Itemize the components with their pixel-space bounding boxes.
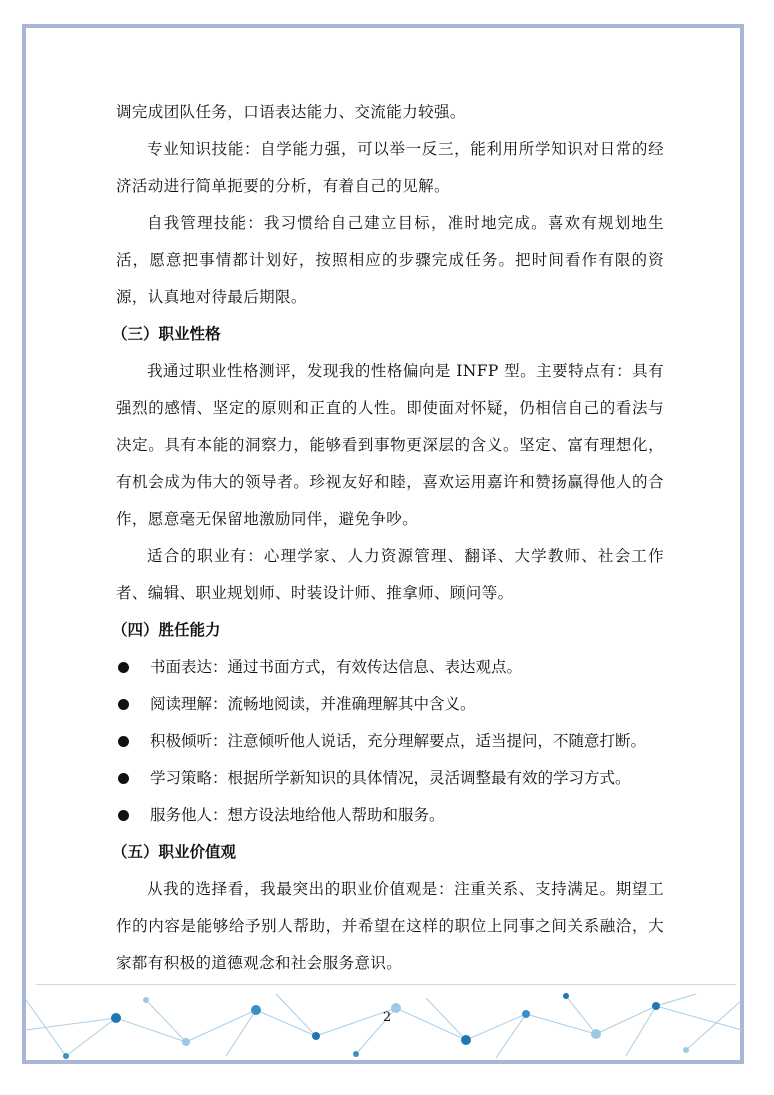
list-item <box>116 797 664 834</box>
paragraph: 专业知识技能：自学能力强，可以举一反三，能利用所学知识对日常的经济活动进行简单扼要的分析，有着自己的见解。 <box>116 140 664 195</box>
bullet-list <box>116 649 664 834</box>
section-heading: （五）职业价值观 <box>112 843 237 861</box>
list-item <box>116 649 664 686</box>
paragraph: 从我的选择看，我最突出的职业价值观是：注重关系、支持满足。期望工作的内容是能够给予别人帮助，并希望在这样的职位上同事之间关系融洽，大家都有积极的道德观念和社会服务意识。 <box>116 880 664 972</box>
bullet-icon <box>118 736 129 747</box>
paragraph: 自我管理技能：我习惯给自己建立目标，准时地完成。喜欢有规划地生活，愿意把事情都计划好，按照相应的步骤完成任务。把时间看作有限的资源，认真地对待最后期限。 <box>116 214 664 306</box>
paragraph: 调完成团队任务，口语表达能力、交流能力较强。 <box>116 103 466 121</box>
list-item-text: 服务他人：想方设法地给他人帮助和服务。 <box>150 806 445 824</box>
bullet-icon <box>118 773 129 784</box>
list-item-text: 书面表达：通过书面方式，有效传达信息、表达观点。 <box>150 658 523 676</box>
paragraph: 适合的职业有：心理学家、人力资源管理、翻译、大学教师、社会工作者、编辑、职业规划师、时装设计师、推拿师、顾问等。 <box>116 547 664 602</box>
list-item-text: 积极倾听：注意倾听他人说话，充分理解要点，适当提问，不随意打断。 <box>150 732 647 750</box>
bullet-icon <box>118 810 129 821</box>
page-number: 2 <box>382 1010 392 1025</box>
list-item <box>116 760 664 797</box>
paragraph: 我通过职业性格测评，发现我的性格偏向是 INFP 型。主要特点有：具有强烈的感情、坚定的原则和正直的人性。即使面对怀疑，仍相信自己的看法与决定。具有本能的洞察力，能够看到事物更深层的含义。坚定、富有理想化，有机会成为伟大的领导者。珍视友好和睦，喜欢运用嘉许和赞扬赢得他人的合作，愿意毫无保留地激励同伴，避免争吵。 <box>116 362 664 528</box>
footer-divider <box>36 984 736 985</box>
list-item-text: 阅读理解：流畅地阅读，并准确理解其中含义。 <box>150 695 476 713</box>
section-heading: （四）胜任能力 <box>112 621 221 639</box>
list-item <box>116 723 664 760</box>
list-item <box>116 686 664 723</box>
list-item-text: 学习策略：根据所学新知识的具体情况，灵活调整最有效的学习方式。 <box>150 769 631 787</box>
bullet-icon <box>118 699 129 710</box>
section-heading: （三）职业性格 <box>112 325 221 343</box>
document-body <box>112 94 664 982</box>
network-decoration-icon <box>26 990 742 1062</box>
bullet-icon <box>118 662 129 673</box>
